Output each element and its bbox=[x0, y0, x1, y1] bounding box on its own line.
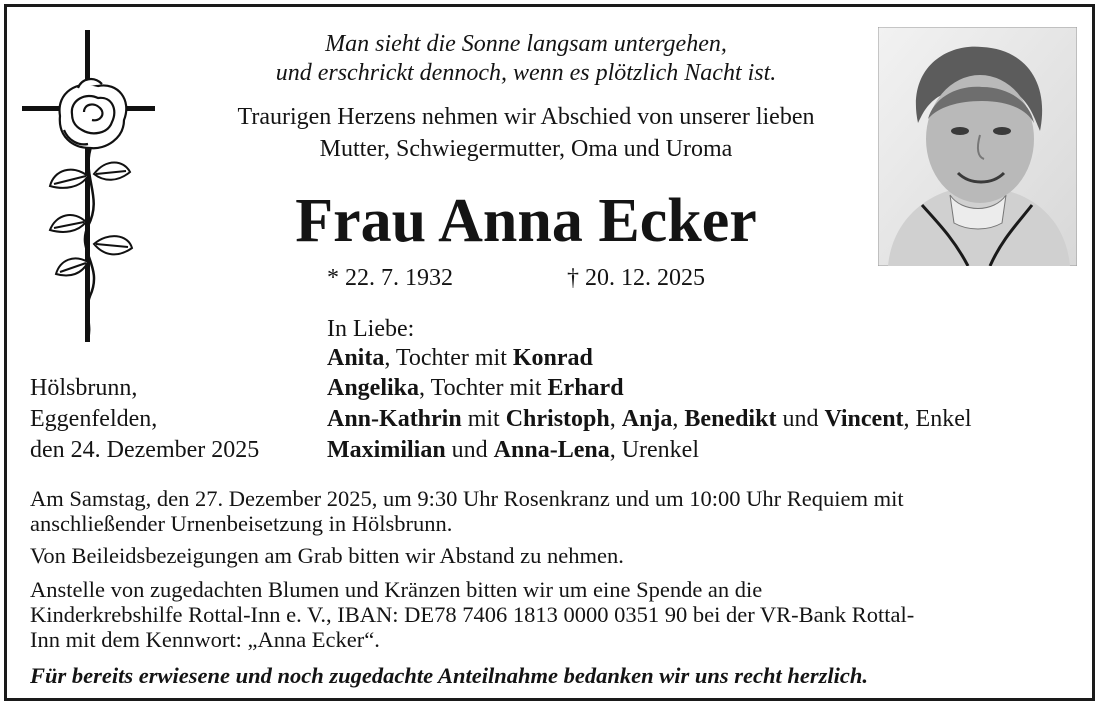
deceased-name: Frau Anna Ecker bbox=[295, 187, 757, 255]
verse-line-1: Man sieht die Sonne langsam untergehen, bbox=[325, 31, 727, 57]
birth-date: * 22. 7. 1932 bbox=[327, 265, 453, 291]
donation-text-line-2: Kinderkrebshilfe Rottal-Inn e. V., IBAN: DE78 7406 1813 0000 0351 90 bei der VR-Bank Rottal- bbox=[30, 602, 915, 627]
verse-line-2: und erschrickt dennoch, wenn es plötzlich Nacht ist. bbox=[275, 60, 777, 86]
funeral-text-line-1: Am Samstag, den 27. Dezember 2025, um 9:30 Uhr Rosenkranz und um 10:00 Uhr Requiem mit bbox=[30, 486, 904, 511]
family-heading: In Liebe: bbox=[327, 316, 415, 342]
intro-line-1: Traurigen Herzens nehmen wir Abschied von unserer lieben bbox=[237, 104, 815, 130]
funeral-text-line-2: anschließender Urnenbeisetzung in Hölsbrunn. bbox=[30, 511, 453, 536]
condolence-note: Von Beileidsbezeigungen am Grab bitten wir Abstand zu nehmen. bbox=[30, 543, 624, 568]
place-line-2: Eggenfelden, bbox=[30, 406, 158, 432]
death-date: † 20. 12. 2025 bbox=[567, 265, 705, 291]
family-line-1: Anita, Tochter mit Konrad bbox=[327, 345, 593, 371]
family-line-4: Maximilian und Anna-Lena, Urenkel bbox=[327, 437, 699, 463]
donation-text-line-1: Anstelle von zugedachten Blumen und Kränzen bitten wir um eine Spende an die bbox=[30, 577, 763, 602]
portrait-photo bbox=[878, 27, 1077, 266]
closing-thanks: Für bereits erwiesene und noch zugedachte Anteilnahme bedanken wir uns recht herzlich. bbox=[30, 663, 869, 688]
donation-text-line-3: Inn mit dem Kennwort: „Anna Ecker“. bbox=[30, 627, 380, 652]
place-line-1: Hölsbrunn, bbox=[30, 375, 138, 401]
place-line-3: den 24. Dezember 2025 bbox=[30, 437, 260, 463]
family-line-2: Angelika, Tochter mit Erhard bbox=[327, 375, 624, 401]
cross-with-rose-icon bbox=[20, 26, 160, 346]
intro-line-2: Mutter, Schwiegermutter, Oma und Uroma bbox=[319, 136, 733, 162]
family-line-3: Ann-Kathrin mit Christoph, Anja, Benedikt und Vincent, Enkel bbox=[327, 406, 972, 432]
